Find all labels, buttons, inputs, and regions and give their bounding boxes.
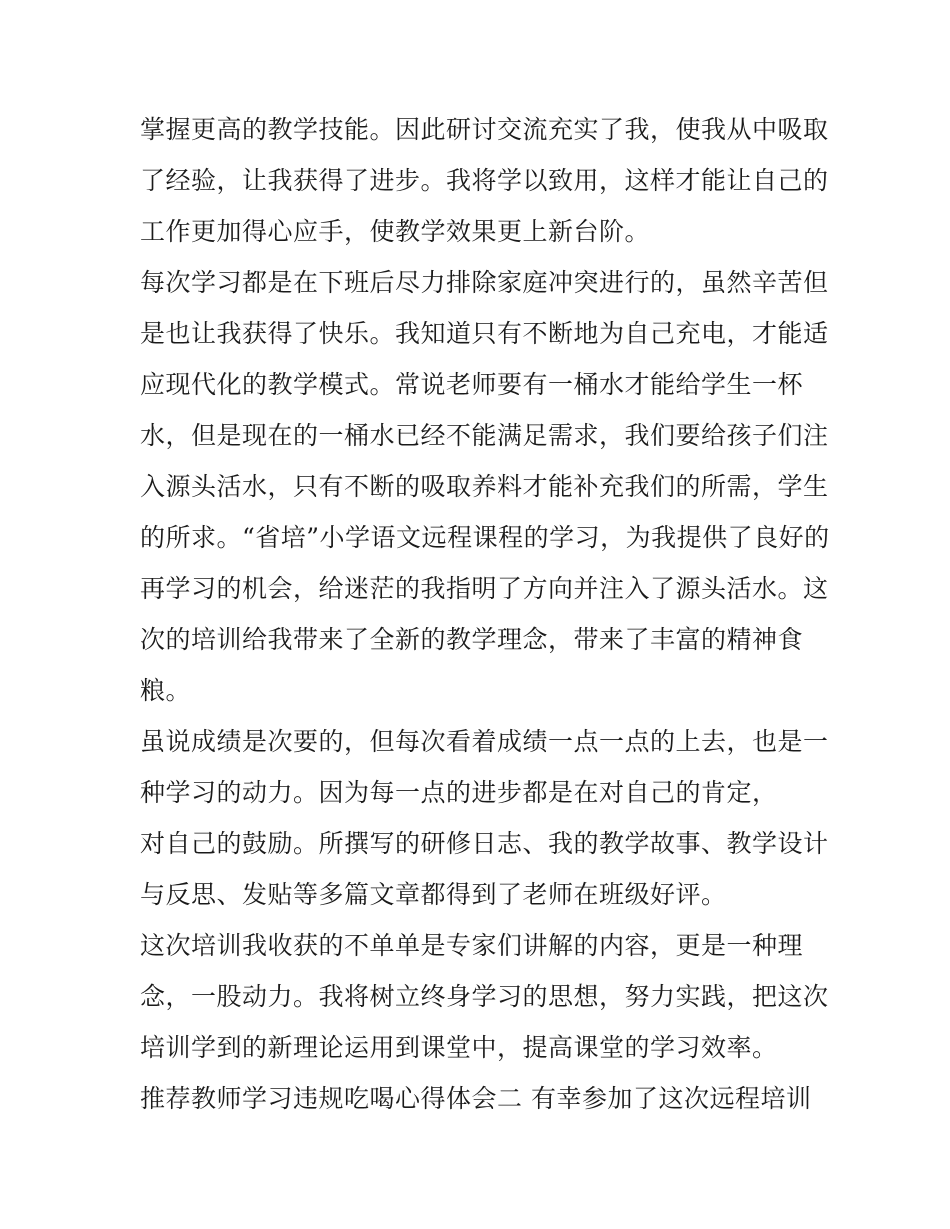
text-line: 种学习的动力。因为每一点的进步都是在对自己的肯定， [140,778,778,807]
text-line: 对自己的鼓励。所撰写的研修日志、我的教学故事、教学设计 [140,829,829,858]
text-line: 应现代化的教学模式。常说老师要有一桶水才能给学生一杯 [140,370,804,399]
text-line: 虽说成绩是次要的，但每次看着成绩一点一点的上去，也是一 [140,727,829,756]
text-line: 次的培训给我带来了全新的教学理念，带来了丰富的精神食 [140,625,804,654]
text-line: 入源头活水，只有不断的吸取养料才能补充我们的所需，学生 [140,472,829,501]
document-body [140,104,830,1124]
text-line: 工作更加得心应手，使教学效果更上新台阶。 [140,217,651,246]
text-line: 水，但是现在的一桶水已经不能满足需求，我们要给孩子们注 [140,421,829,450]
text-line: 念，一股动力。我将树立终身学习的思想，努力实践，把这次 [140,982,829,1011]
text-line: 是也让我获得了快乐。我知道只有不断地为自己充电，才能适 [140,319,829,348]
text-line: 再学习的机会，给迷茫的我指明了方向并注入了源头活水。这 [140,574,829,603]
text-line: 粮。 [140,676,192,705]
text-line: 掌握更高的教学技能。因此研讨交流充实了我，使我从中吸取 [140,115,829,144]
text-line: 每次学习都是在下班后尽力排除家庭冲突进行的，虽然辛苦但 [140,268,829,297]
text-line: 培训学到的新理论运用到课堂中，提高课堂的学习效率。 [140,1033,778,1062]
text-line: 推荐教师学习违规吃喝心得体会二 有幸参加了这次远程培训 [140,1084,812,1113]
text-line: 与反思、发贴等多篇文章都得到了老师在班级好评。 [140,880,727,909]
text-line: 这次培训我收获的不单单是专家们讲解的内容，更是一种理 [140,931,804,960]
text-line: 了经验，让我获得了进步。我将学以致用，这样才能让自己的 [140,166,829,195]
text-line: 的所求。“省培”小学语文远程课程的学习，为我提供了良好的 [140,523,830,552]
